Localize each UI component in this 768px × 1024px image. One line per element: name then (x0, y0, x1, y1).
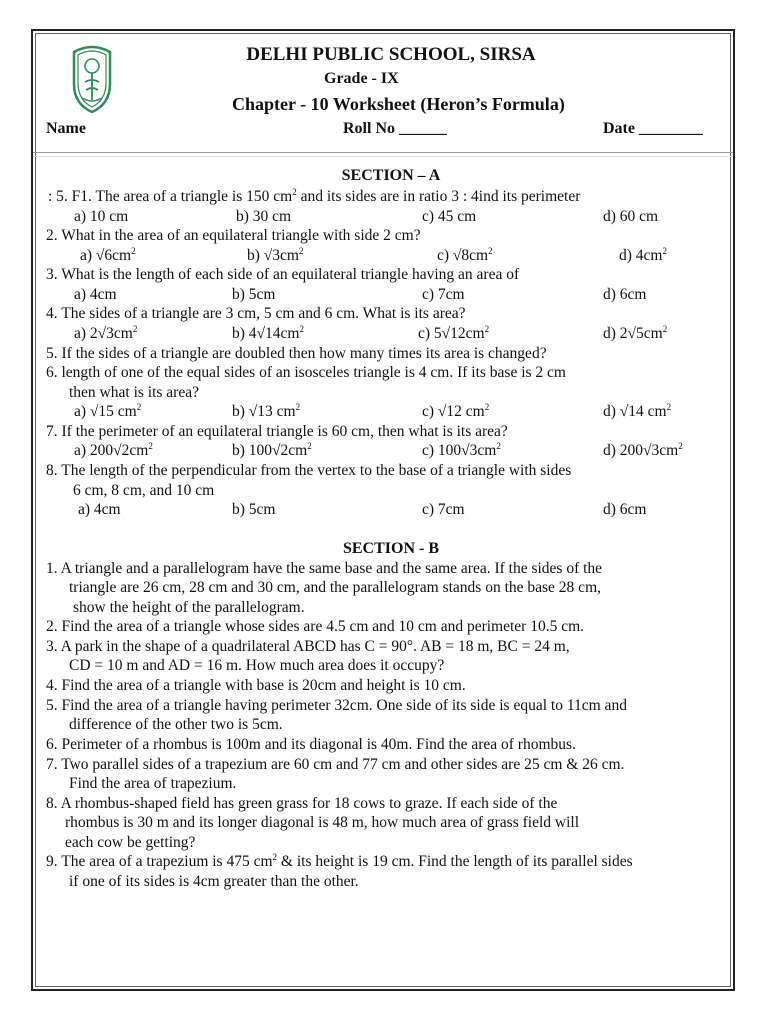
option-a3-c: c) 7cm (422, 286, 465, 303)
option-a7-c: c) $100√3cm^2$ (422, 441, 501, 459)
question-b6: 6. Perimeter of a rhombus is 100m and its diagonal is 40m. Find the area of rhombus. (46, 736, 576, 753)
option-a4-d: d) $2√5cm^2$ (603, 324, 668, 342)
question-a2: 2. What in the area of an equilateral triangle with side 2 cm? (46, 227, 421, 244)
option-a6-a: a) √15 $cm^2$ (74, 402, 142, 420)
section-a-title: SECTION – A (341, 167, 441, 184)
roll-no-label: Roll No ______ (343, 120, 447, 137)
question-b4: 4. Find the area of a triangle with base is 20cm and height is 10 cm. (46, 677, 466, 694)
option-a3-a: a) 4cm (74, 286, 117, 303)
option-a2-c: c) $√8cm^2$ (437, 246, 493, 264)
question-a3: 3. What is the length of each side of an equilateral triangle having an area of (46, 266, 520, 283)
option-a1-a: a) 10 cm (74, 208, 129, 225)
question-b3: 3. A park in the shape of a quadrilateral ABCD has C = 90°. AB = 18 m, BC = 24 m, (46, 638, 570, 655)
option-a4-c: c) $5√12cm^2$ (418, 324, 490, 342)
question-a6: 6. length of one of the equal sides of an isosceles triangle is 4 cm. If its base is 2 cm (46, 364, 566, 381)
option-a8-c: c) 7cm (422, 501, 465, 518)
question-b8: 8. A rhombus-shaped field has green grass for 18 cows to graze. If each side of the (46, 795, 558, 812)
question-a8-cont: 6 cm, 8 cm, and 10 cm (73, 482, 215, 499)
question-b7: 7. Two parallel sides of a trapezium are 60 cm and 77 cm and other sides are 25 cm & 26 cm. (46, 756, 625, 773)
question-b9-cont: if one of its sides is 4cm greater than the other. (69, 873, 359, 890)
option-a2-b: b) $√3cm^2$ (247, 246, 304, 264)
question-b1-cont: triangle are 26 cm, 28 cm and 30 cm, and the parallelogram stands on the base 28 cm, (69, 579, 601, 596)
grade-label: Grade - IX (324, 70, 399, 87)
option-a3-d: d) 6cm (603, 286, 647, 303)
option-a1-c: c) 45 cm (422, 208, 477, 225)
question-a5: 5. If the sides of a triangle are doubled then how many times its area is changed? (46, 345, 547, 362)
school-name: DELHI PUBLIC SCHOOL, SIRSA (246, 44, 536, 65)
question-b7-cont: Find the area of trapezium. (69, 775, 237, 792)
option-a2-d: d) $4cm^2$ (619, 246, 667, 264)
name-label: Name (46, 120, 86, 137)
question-b8-cont: rhombus is 30 m and its longer diagonal is 48 m, how much area of grass field will (65, 814, 579, 831)
option-a3-b: b) 5cm (232, 286, 276, 303)
option-a1-b: b) 30 cm (236, 208, 292, 225)
option-a6-d: d) √14 $cm^2$ (603, 402, 672, 420)
question-b5: 5. Find the area of a triangle having perimeter 32cm. One side of its side is equal to 11cm and (46, 697, 627, 714)
question-b1-cont2: show the height of the parallelogram. (73, 599, 305, 616)
option-a2-a: a) $√6cm^2$ (80, 246, 136, 264)
option-a6-b: b) √13 $cm^2$ (232, 402, 301, 420)
question-a4: 4. The sides of a triangle are 3 cm, 5 cm and 6 cm. What is its area? (46, 305, 466, 322)
option-a6-c: c) √12 $cm^2$ (422, 402, 490, 420)
question-a6-cont: then what is its area? (69, 384, 199, 401)
header-divider (33, 152, 733, 153)
option-a8-d: d) 6cm (603, 501, 647, 518)
worksheet-title: Chapter - 10 Worksheet (Heron’s Formula) (232, 94, 565, 114)
question-a7: 7. If the perimeter of an equilateral triangle is 60 cm, then what is its area? (46, 423, 508, 440)
question-b5-cont: difference of the other two is 5cm. (69, 716, 283, 733)
option-a4-b: b) $4√14cm^2$ (232, 324, 304, 342)
date-label: Date ________ (603, 120, 703, 137)
question-b3-cont: CD = 10 m and AD = 16 m. How much area does it occupy? (69, 657, 445, 674)
question-a1: : 5. F1. The area of a triangle is 150 $cm^2$ and its sides are in ratio 3 : 4ind its perimeter (48, 187, 581, 205)
option-a8-a: a) 4cm (78, 501, 121, 518)
question-a8: 8. The length of the perpendicular from the vertex to the base of a triangle with sides (46, 462, 572, 479)
option-a4-a: a) $2√3cm^2$ (74, 324, 138, 342)
header-divider-shadow (33, 156, 733, 157)
option-a7-b: b) $100√2cm^2$ (232, 441, 312, 459)
option-a1-d: d) 60 cm (603, 208, 659, 225)
question-b9: 9. The area of a trapezium is 475 $cm^2$ & its height is 19 cm. Find the length of its parallel sides (46, 852, 633, 870)
option-a7-a: a) $200√2cm^2$ (74, 441, 153, 459)
question-b8-cont2: each cow be getting? (65, 834, 196, 851)
option-a8-b: b) 5cm (232, 501, 276, 518)
question-b2: 2. Find the area of a triangle whose sides are 4.5 cm and 10 cm and perimeter 10.5 cm. (46, 618, 585, 635)
option-a7-d: d) $200√3cm^2$ (603, 441, 683, 459)
question-b1: 1. A triangle and a parallelogram have the same base and the same area. If the sides of the (46, 560, 603, 577)
section-b-title: SECTION - B (342, 540, 440, 557)
